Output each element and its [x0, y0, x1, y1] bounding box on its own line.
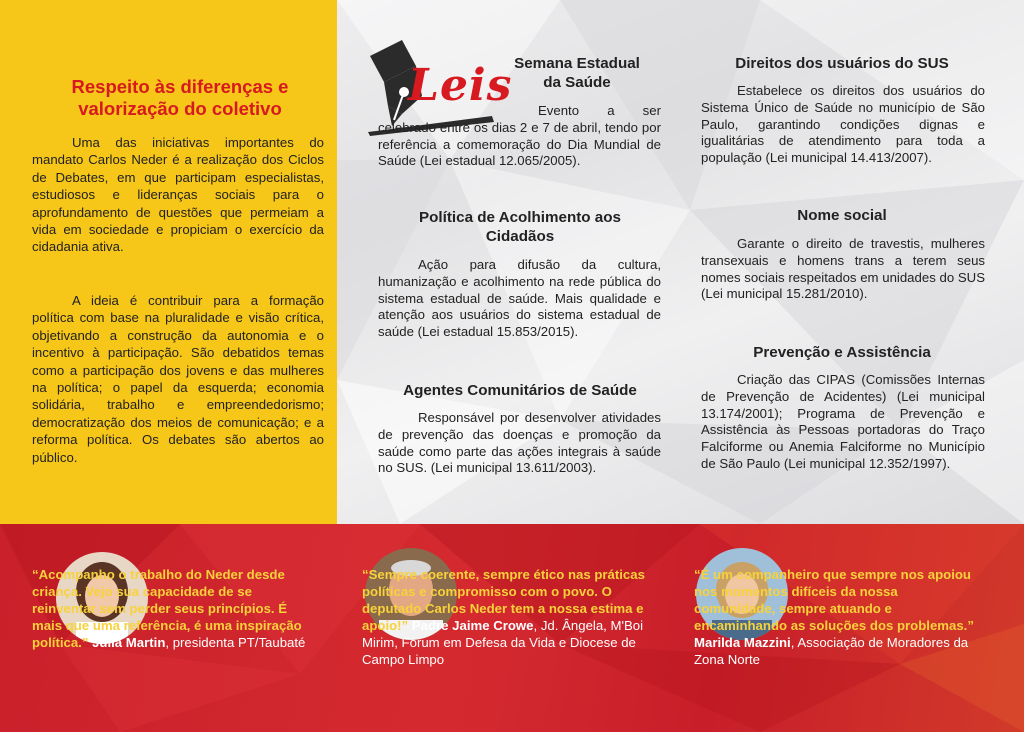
law-title-semana	[474, 54, 680, 92]
testimonial-2-quote: “Sempre coerente, sempre ético nas práticas políticas e compromisso com o povo. O deputado Carlos Neder tem a nossa estima e apoio!”	[362, 567, 645, 633]
testimonial-2-role: , Jd. Ângela, M'Boi Mirim, Fórum em Defesa da Vida e Diocese de Campo Limpo	[362, 618, 644, 667]
law-title-acolhimento	[372, 208, 668, 246]
left-paragraph-2	[32, 292, 324, 466]
left-paragraph-1	[32, 134, 324, 256]
law-title-line: Agentes Comunitários de Saúde	[403, 382, 637, 399]
law-text-acolhimento: Ação para difusão da cultura, humanização e acolhimento na rede pública do sistema estadual de saúde. Mais qualidade e atenção aos usuários do sistema estadual de saúde (Lei estadual 15.853/2015).	[378, 257, 661, 340]
testimonial-3-role: , Associação de Moradores da Zona Norte	[694, 635, 969, 667]
law-title-line: Cidadãos	[485, 228, 555, 245]
testimonial-1-role: , presidenta PT/Taubaté	[165, 635, 306, 650]
testimonial-1	[32, 566, 312, 651]
left-paragraph-2-text: A ideia é contribuir para a formação política com base na pluralidade e visão crítica, objetivando a construção da autonomia e o incentivo à participação. São debatidos temas como a participação dos jovens e das mulheres na política; o papel da esquerda; economia solidária, trabalho e empreendedorismo; democratização dos meios de comunicação; e a reforma política. Os debates são abertos ao público.	[32, 293, 324, 465]
law-text-direitos: Estabelece os direitos dos usuários do Sistema Único de Saúde no município de São Paulo, garantindo condições dignas e igualitárias de atendimento para toda a população (Lei municipal 14.413/2007).	[701, 83, 985, 166]
testimonial-3-name: Marilda Mazzini	[694, 635, 791, 650]
testimonial-1-name: Júlia Martin	[92, 635, 166, 650]
left-title-line1: Respeito às diferenças e	[71, 76, 289, 97]
testimonial-2-name: Padre Jaime Crowe	[411, 618, 534, 633]
testimonial-3-quote: “É um companheiro que sempre nos apoiou nos momentos difíceis da nossa comunidade, sempre atuando e encaminhando as soluções dos problemas.”	[694, 567, 974, 633]
logo-word: Leis	[408, 60, 513, 111]
law-text-prevencao: Criação das CIPAS (Comissões Internas de Prevenção de Acidentes) (Lei municipal 13.174/2001); Programa de Prevenção e Assistência às Pessoas portadoras do Traço Falciforme ou Anemia Falciforme no Município de São Paulo (Lei municipal 12.352/1997).	[701, 372, 985, 471]
law-title-line: da Saúde	[543, 74, 611, 91]
law-title-prevencao: Prevenção e Assistência	[753, 344, 931, 361]
testimonial-1-quote: “Acompanho o trabalho do Neder desde criança. Vejo sua capacidade de se reinventar sem perder seus princípios. É mais que uma referência, é uma inspiração política.”	[32, 567, 302, 650]
left-column-title	[30, 76, 330, 120]
law-title-direitos: Direitos dos usuários do SUS	[735, 55, 949, 72]
law-text-semana: Evento a ser celebrado entre os dias 2 e 7 de abril, tendo por referência a comemoração do Dia Mundial de Saúde (Lei estadual 12.065/2005).	[378, 103, 661, 169]
law-title-nome-social: Nome social	[797, 207, 887, 224]
left-paragraph-1-text: Uma das iniciativas importantes do mandato Carlos Neder é a realização dos Ciclos de Debates, em que participam especialistas, estudiosos e lideranças sociais para o aprofundamento de questões que permeiam a vida em sociedade e propiciam o exercício da cidadania ativa.	[32, 135, 324, 255]
law-title-line: Semana Estadual	[514, 55, 640, 72]
law-text-agentes: Responsável por desenvolver atividades de prevenção das doenças e promoção da saúde como parte das ações integrais à saúde no SUS. (Lei municipal 13.611/2003).	[378, 410, 661, 476]
left-title-line2: valorização do coletivo	[78, 98, 282, 119]
testimonial-3	[694, 566, 978, 668]
law-text-nome-social: Garante o direito de travestis, mulheres transexuais e homens trans a terem seus nomes sociais respeitados em unidades do SUS (Lei municipal 15.281/2010).	[701, 236, 985, 302]
law-title-line: Política de Acolhimento aos	[419, 209, 621, 226]
law-title-agentes	[372, 381, 668, 400]
testimonial-2	[362, 566, 664, 668]
